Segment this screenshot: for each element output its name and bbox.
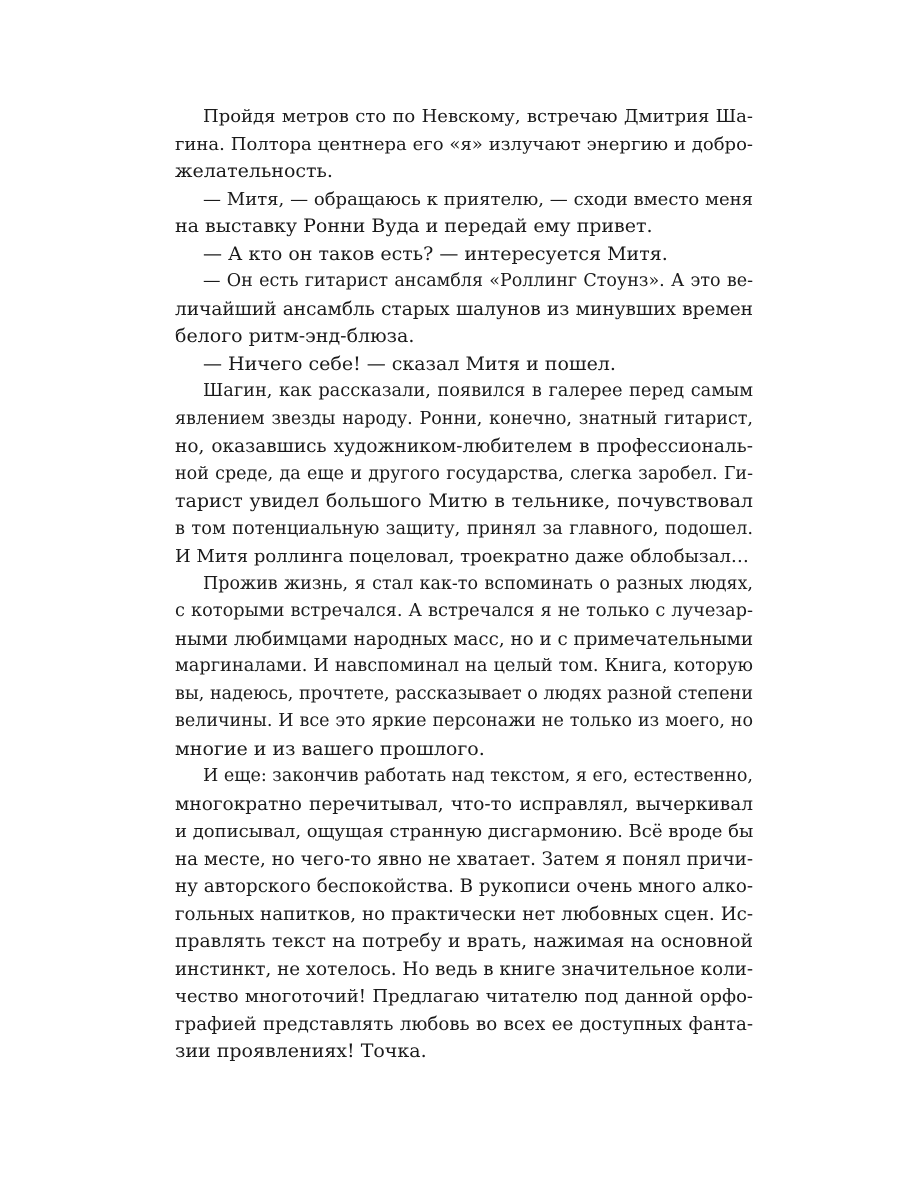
text-line: — Митя, — обращаюсь к приятелю, — сходи вместо меня — [203, 188, 753, 210]
text-line: — А кто он таков есть? — интересуется Митя. — [203, 242, 668, 265]
text-line: на месте, но чего-то явно не хватает. Затем я понял причи- — [175, 848, 753, 870]
text-line: маргиналами. И навспоминал на целый том. Книга, которую — [175, 656, 753, 676]
text-line: но, оказавшись художником-любителем в профессиональ- — [175, 436, 753, 457]
text-line: ну авторского беспокойства. В рукописи очень много алко- — [175, 876, 753, 897]
text-line: гольных напитков, но практически нет любовных сцен. Ис- — [175, 903, 753, 925]
text-line: графией представлять любовь во всех ее доступных фанта- — [175, 1013, 753, 1035]
text-line: Шагин, как рассказали, появился в галерее перед самым — [203, 381, 753, 401]
text-line: ной среде, да еще и другого государства, слегка заробел. Ги- — [175, 463, 753, 484]
text-line: в том потенциальную защиту, принял за главного, подошел. — [175, 518, 753, 539]
text-line: Пройдя метров сто по Невскому, встречаю Дмитрия Ша- — [203, 106, 753, 127]
text-line: желательность. — [175, 160, 333, 182]
text-line: многократно перечитывал, что-то исправлял, вычеркивал — [175, 793, 753, 815]
text-line: гина. Полтора центнера его «я» излучают энергию и добро- — [175, 133, 753, 155]
text-line: чество многоточий! Предлагаю читателю под данной орфо- — [175, 986, 753, 1007]
text-line: — Ничего себе! — сказал Митя и пошел. — [203, 352, 616, 375]
text-line: личайший ансамбль старых шалунов из минувших времен — [175, 298, 753, 320]
text-line: вы, надеюсь, прочтете, рассказывает о людях разной степени — [175, 683, 753, 704]
text-line: величины. И все это яркие персонажи не только из моего, но — [175, 711, 753, 731]
text-line: с которыми встречался. А встречался я не только с лучезар- — [175, 601, 753, 621]
text-line: на выставку Ронни Вуда и передай ему привет. — [175, 215, 653, 237]
text-line: и дописывал, ощущая странную дисгармонию. Всё вроде бы — [175, 821, 754, 842]
text-line: ными любимцами народных масс, но и с примечательными — [175, 628, 753, 650]
text-line: белого ритм-энд-блюза. — [175, 325, 415, 347]
text-line: зии проявлениях! Точка. — [175, 1040, 427, 1062]
text-line: тарист увидел большого Митю в тельнике, почувствовал — [175, 490, 753, 512]
text-line: И Митя роллинга поцеловал, троекратно даже облобызал… — [175, 546, 749, 567]
text-line: явлением звезды народу. Ронни, конечно, знатный гитарист, — [175, 408, 753, 429]
text-line: многие и из вашего прошлого. — [175, 737, 485, 760]
text-line: Прожив жизнь, я стал как-то вспоминать о разных людях, — [203, 573, 753, 594]
book-page-text — [175, 103, 753, 1066]
text-line: И еще: закончив работать над текстом, я его, естественно, — [203, 766, 753, 786]
text-line: правлять текст на потребу и врать, нажимая на основной — [175, 931, 753, 952]
text-line: — Он есть гитарист ансамбля «Роллинг Стоунз». А это ве- — [203, 271, 753, 291]
text-line: инстинкт, не хотелось. Но ведь в книге значительное коли- — [175, 958, 753, 980]
